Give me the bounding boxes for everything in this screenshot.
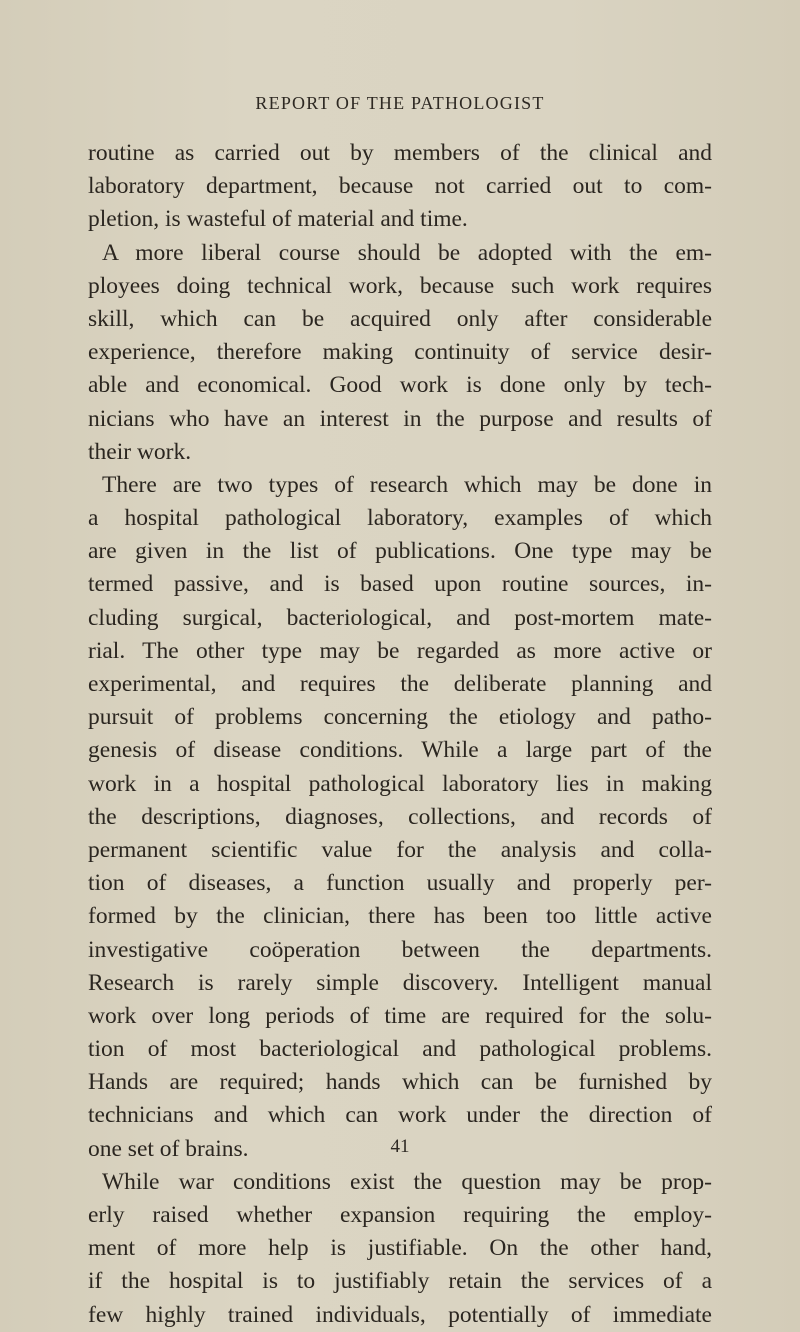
text-line: While war conditions exist the question may be prop- xyxy=(102,1168,712,1195)
text-line: There are two types of research which may be done in xyxy=(102,471,712,498)
text-line: investigative coöperation between the departments. xyxy=(88,936,712,963)
text-line: routine as carried out by members of the clinical and xyxy=(88,140,712,166)
text-line: Research is rarely simple discovery. Intelligent manual xyxy=(88,969,712,996)
text-line: skill, which can be acquired only after considerable xyxy=(88,305,712,332)
text-line: erly raised whether expansion requiring the employ- xyxy=(88,1202,712,1228)
text-line: experience, therefore making continuity of service desir- xyxy=(88,339,712,366)
paragraph xyxy=(88,1166,712,1332)
text-line: laboratory department, because not carried out to com- xyxy=(88,173,712,200)
text-line: one set of brains. xyxy=(88,1135,249,1162)
text-line: the descriptions, diagnoses, collections, and records of xyxy=(88,803,712,830)
text-line: pursuit of problems concerning the etiology and patho- xyxy=(88,704,712,731)
paragraph xyxy=(88,137,712,237)
text-line: nicians who have an interest in the purpose and results of xyxy=(88,405,712,432)
text-line: work over long periods of time are required for the solu- xyxy=(88,1002,712,1029)
text-line: a hospital pathological laboratory, examples of which xyxy=(88,505,712,532)
text-line: genesis of disease conditions. While a large part of the xyxy=(88,737,712,764)
text-line: permanent scientific value for the analysis and colla- xyxy=(88,836,712,863)
text-line: technicians and which can work under the direction of xyxy=(88,1102,712,1129)
text-line: experimental, and requires the deliberate planning and xyxy=(88,671,712,697)
text-line: are given in the list of publications. One type may be xyxy=(88,538,712,565)
text-line: tion of most bacteriological and pathological problems. xyxy=(88,1036,712,1063)
text-line: able and economical. Good work is done only by tech- xyxy=(88,372,712,399)
text-line: pletion, is wasteful of material and time. xyxy=(88,206,468,233)
text-line: A more liberal course should be adopted with the em- xyxy=(102,239,712,266)
text-line: work in a hospital pathological laboratory lies in making xyxy=(88,770,712,797)
text-line: termed passive, and is based upon routine sources, in- xyxy=(88,571,712,598)
page-number: 41 xyxy=(390,1136,410,1157)
paragraph xyxy=(88,469,712,1166)
text-line: tion of diseases, a function usually and properly per- xyxy=(88,870,712,897)
text-line: cluding surgical, bacteriological, and post-mortem mate- xyxy=(88,604,712,631)
text-line: their work. xyxy=(88,438,192,465)
running-head: REPORT OF THE PATHOLOGIST xyxy=(255,93,545,113)
text-line: few highly trained individuals, potentially of immediate xyxy=(88,1301,712,1328)
text-line: ment of more help is justifiable. On the other hand, xyxy=(88,1235,712,1262)
text-line: Hands are required; hands which can be furnished by xyxy=(88,1069,712,1096)
text-line: ployees doing technical work, because such work requires xyxy=(88,272,712,299)
text-line: if the hospital is to justifiably retain the services of a xyxy=(88,1268,712,1295)
paragraph xyxy=(88,237,712,469)
text-line: formed by the clinician, there has been too little active xyxy=(88,903,712,930)
text-line: rial. The other type may be regarded as more active or xyxy=(88,637,712,664)
